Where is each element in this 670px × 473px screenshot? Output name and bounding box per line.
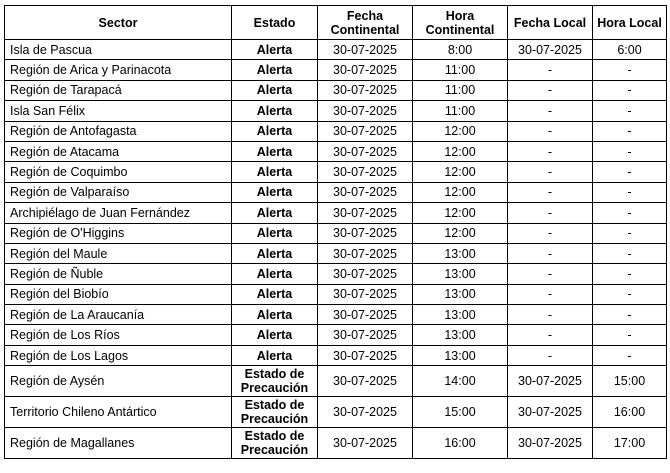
cell-hora-local: -: [593, 162, 667, 182]
cell-estado: Alerta: [232, 284, 318, 304]
cell-hora-continental: 13:00: [413, 305, 508, 325]
cell-fecha-local: -: [508, 141, 593, 161]
cell-hora-continental: 14:00: [413, 366, 508, 397]
cell-fecha-local: -: [508, 80, 593, 100]
table-row: [5, 203, 667, 223]
cell-estado: Alerta: [232, 325, 318, 345]
alerts-table: [4, 5, 667, 459]
cell-estado: Alerta: [232, 305, 318, 325]
cell-fecha-local: -: [508, 284, 593, 304]
table-row: [5, 428, 667, 459]
header-fecha-continental: Fecha Continental: [318, 6, 413, 40]
cell-sector: Región de Los Lagos: [5, 345, 232, 365]
table-row: [5, 101, 667, 121]
cell-estado: Alerta: [232, 345, 318, 365]
table-row: [5, 80, 667, 100]
cell-estado: Alerta: [232, 121, 318, 141]
cell-fecha-continental: 30-07-2025: [318, 121, 413, 141]
cell-fecha-local: -: [508, 264, 593, 284]
cell-hora-local: -: [593, 223, 667, 243]
cell-fecha-continental: 30-07-2025: [318, 345, 413, 365]
cell-sector: Región de Ñuble: [5, 264, 232, 284]
cell-hora-local: -: [593, 345, 667, 365]
cell-fecha-local: -: [508, 121, 593, 141]
cell-fecha-local: -: [508, 345, 593, 365]
cell-fecha-local: -: [508, 101, 593, 121]
cell-hora-continental: 12:00: [413, 162, 508, 182]
cell-hora-local: -: [593, 182, 667, 202]
cell-fecha-local: 30-07-2025: [508, 40, 593, 60]
cell-sector: Región de Antofagasta: [5, 121, 232, 141]
cell-fecha-continental: 30-07-2025: [318, 305, 413, 325]
table-row: [5, 243, 667, 263]
cell-hora-continental: 12:00: [413, 141, 508, 161]
header-fecha-local: Fecha Local: [508, 6, 593, 40]
cell-estado: Alerta: [232, 141, 318, 161]
cell-fecha-local: -: [508, 243, 593, 263]
cell-hora-continental: 12:00: [413, 223, 508, 243]
cell-sector: Región de Coquimbo: [5, 162, 232, 182]
cell-sector: Región de Magallanes: [5, 428, 232, 459]
header-hora-local: Hora Local: [593, 6, 667, 40]
cell-fecha-local: 30-07-2025: [508, 397, 593, 428]
cell-hora-local: -: [593, 284, 667, 304]
cell-estado: Estado de Precaución: [232, 397, 318, 428]
cell-fecha-local: -: [508, 182, 593, 202]
cell-estado: Alerta: [232, 40, 318, 60]
cell-sector: Región del Maule: [5, 243, 232, 263]
cell-estado: Alerta: [232, 101, 318, 121]
table-row: [5, 345, 667, 365]
cell-sector: Región de La Araucanía: [5, 305, 232, 325]
cell-fecha-continental: 30-07-2025: [318, 162, 413, 182]
table-row: [5, 162, 667, 182]
cell-hora-continental: 12:00: [413, 203, 508, 223]
cell-hora-local: -: [593, 264, 667, 284]
cell-hora-local: -: [593, 305, 667, 325]
table-row: [5, 121, 667, 141]
cell-hora-continental: 13:00: [413, 325, 508, 345]
cell-fecha-continental: 30-07-2025: [318, 40, 413, 60]
cell-hora-continental: 13:00: [413, 345, 508, 365]
table-row: [5, 223, 667, 243]
cell-fecha-continental: 30-07-2025: [318, 141, 413, 161]
cell-fecha-local: 30-07-2025: [508, 428, 593, 459]
cell-hora-continental: 15:00: [413, 397, 508, 428]
table-row: [5, 40, 667, 60]
cell-hora-local: -: [593, 121, 667, 141]
cell-sector: Región de Aysén: [5, 366, 232, 397]
cell-hora-continental: 13:00: [413, 243, 508, 263]
cell-estado: Alerta: [232, 162, 318, 182]
cell-fecha-continental: 30-07-2025: [318, 325, 413, 345]
cell-hora-local: 6:00: [593, 40, 667, 60]
cell-hora-continental: 13:00: [413, 284, 508, 304]
cell-sector: Región de Los Ríos: [5, 325, 232, 345]
cell-hora-local: -: [593, 243, 667, 263]
table-row: [5, 366, 667, 397]
cell-estado: Alerta: [232, 80, 318, 100]
cell-fecha-continental: 30-07-2025: [318, 101, 413, 121]
cell-sector: Isla de Pascua: [5, 40, 232, 60]
table-row: [5, 60, 667, 80]
cell-sector: Región del Biobío: [5, 284, 232, 304]
cell-sector: Archipiélago de Juan Fernández: [5, 203, 232, 223]
table-row: [5, 284, 667, 304]
cell-fecha-continental: 30-07-2025: [318, 397, 413, 428]
cell-fecha-continental: 30-07-2025: [318, 223, 413, 243]
cell-fecha-continental: 30-07-2025: [318, 243, 413, 263]
cell-fecha-local: -: [508, 162, 593, 182]
cell-hora-local: -: [593, 80, 667, 100]
header-hora-continental: Hora Continental: [413, 6, 508, 40]
cell-fecha-continental: 30-07-2025: [318, 80, 413, 100]
cell-sector: Región de Arica y Parinacota: [5, 60, 232, 80]
cell-hora-local: -: [593, 203, 667, 223]
cell-fecha-continental: 30-07-2025: [318, 366, 413, 397]
cell-fecha-continental: 30-07-2025: [318, 203, 413, 223]
cell-sector: Región de O'Higgins: [5, 223, 232, 243]
cell-estado: Alerta: [232, 60, 318, 80]
cell-hora-continental: 11:00: [413, 80, 508, 100]
header-row: [5, 6, 667, 40]
cell-fecha-continental: 30-07-2025: [318, 264, 413, 284]
cell-hora-continental: 12:00: [413, 182, 508, 202]
cell-estado: Estado de Precaución: [232, 366, 318, 397]
table-row: [5, 264, 667, 284]
cell-hora-continental: 13:00: [413, 264, 508, 284]
table-row: [5, 397, 667, 428]
cell-fecha-local: -: [508, 305, 593, 325]
cell-estado: Alerta: [232, 182, 318, 202]
cell-sector: Región de Tarapacá: [5, 80, 232, 100]
cell-hora-local: -: [593, 101, 667, 121]
cell-hora-continental: 16:00: [413, 428, 508, 459]
cell-fecha-local: 30-07-2025: [508, 366, 593, 397]
cell-fecha-continental: 30-07-2025: [318, 284, 413, 304]
cell-hora-continental: 8:00: [413, 40, 508, 60]
cell-estado: Alerta: [232, 223, 318, 243]
cell-sector: Región de Valparaíso: [5, 182, 232, 202]
cell-hora-continental: 12:00: [413, 121, 508, 141]
cell-estado: Alerta: [232, 243, 318, 263]
cell-hora-local: -: [593, 325, 667, 345]
table-row: [5, 305, 667, 325]
table-row: [5, 325, 667, 345]
cell-sector: Región de Atacama: [5, 141, 232, 161]
cell-fecha-local: -: [508, 223, 593, 243]
cell-sector: Territorio Chileno Antártico: [5, 397, 232, 428]
cell-fecha-local: -: [508, 203, 593, 223]
table-row: [5, 182, 667, 202]
header-estado: Estado: [232, 6, 318, 40]
cell-estado: Alerta: [232, 264, 318, 284]
cell-hora-local: 17:00: [593, 428, 667, 459]
cell-sector: Isla San Félix: [5, 101, 232, 121]
header-sector: Sector: [5, 6, 232, 40]
cell-fecha-local: -: [508, 60, 593, 80]
cell-hora-local: -: [593, 141, 667, 161]
cell-fecha-continental: 30-07-2025: [318, 182, 413, 202]
cell-hora-continental: 11:00: [413, 60, 508, 80]
table-row: [5, 141, 667, 161]
cell-hora-continental: 11:00: [413, 101, 508, 121]
cell-fecha-continental: 30-07-2025: [318, 60, 413, 80]
cell-estado: Alerta: [232, 203, 318, 223]
cell-hora-local: 15:00: [593, 366, 667, 397]
cell-hora-local: -: [593, 60, 667, 80]
cell-estado: Estado de Precaución: [232, 428, 318, 459]
cell-hora-local: 16:00: [593, 397, 667, 428]
cell-fecha-local: -: [508, 325, 593, 345]
cell-fecha-continental: 30-07-2025: [318, 428, 413, 459]
